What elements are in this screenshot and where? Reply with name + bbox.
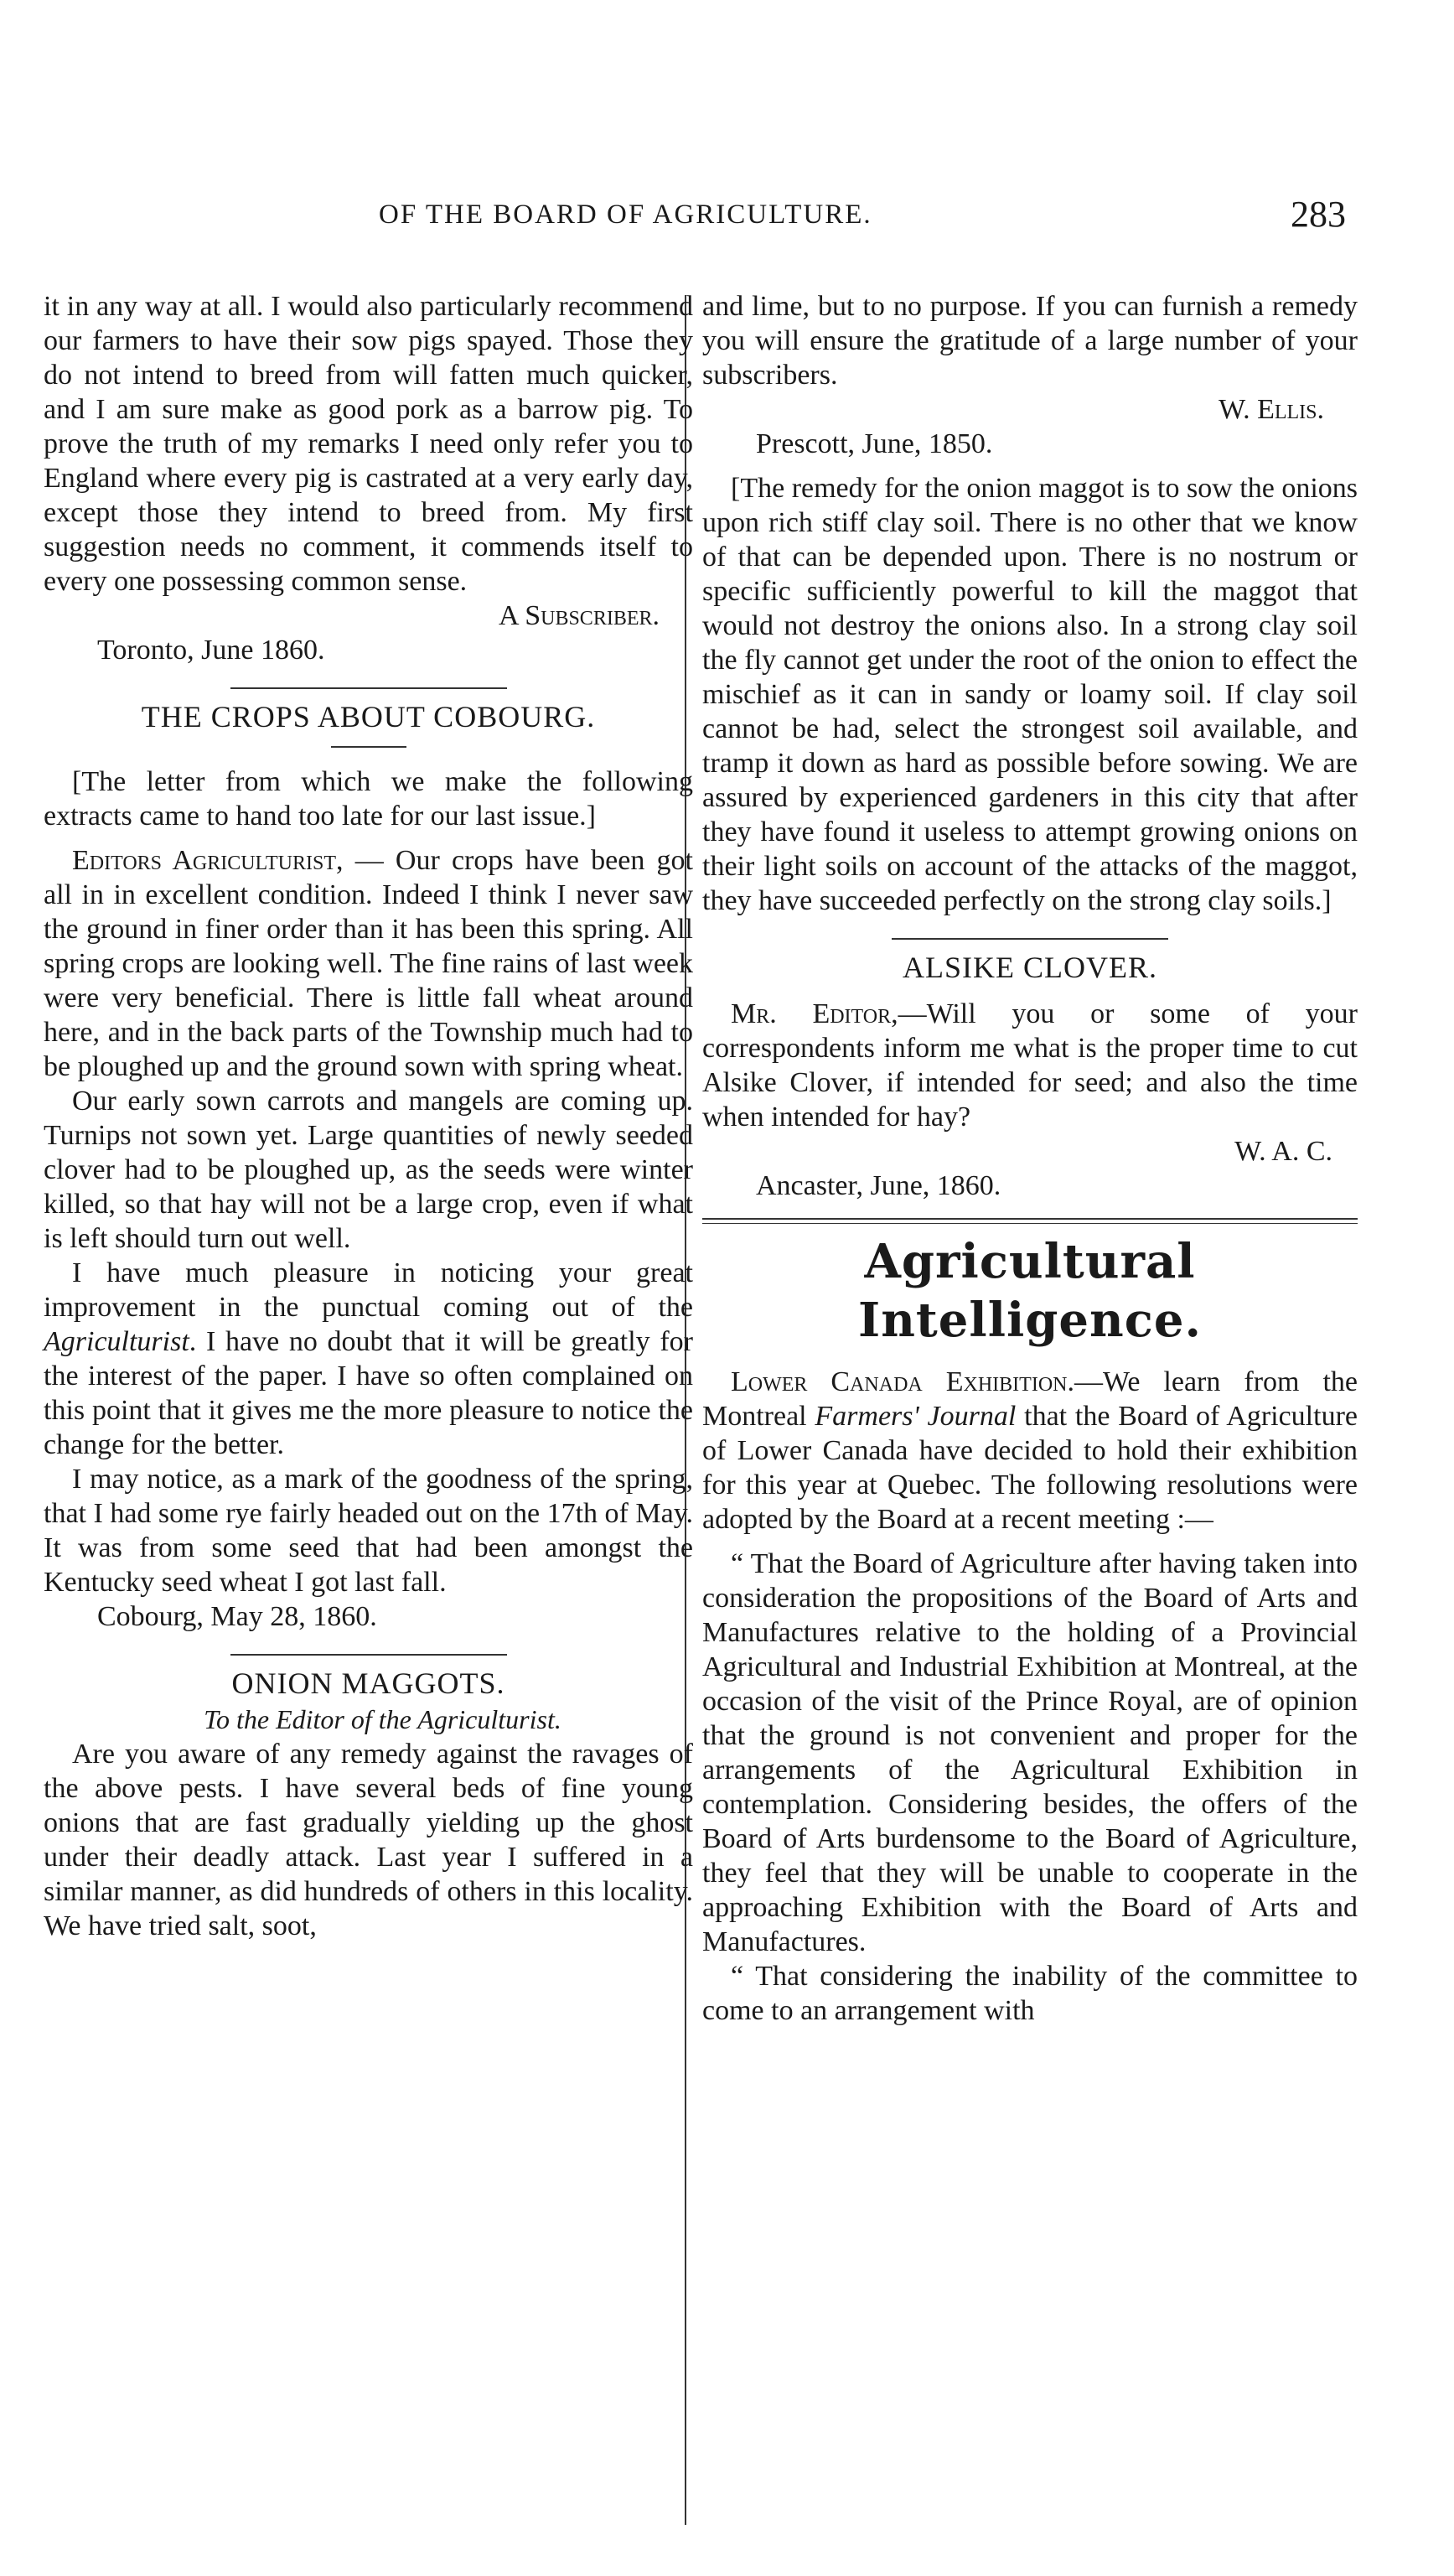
lower-canada-text-b: that the Board of Agriculture of Lower Canada have decided to hold their exhibition for this year at Quebec. The following resolutions were adopted by the Board at a recent meeting :—	[702, 1401, 1358, 1535]
right-column	[702, 289, 1358, 2028]
cobourg-paragraph-3	[44, 1256, 693, 1462]
onion-letter-address: To the Editor of the Agriculturist.	[204, 1704, 561, 1734]
cobourg-paragraph-3-b: . I have no doubt that it will be greatly for the interest of the paper. I have so often complained on this point that it gives me the more pleasure to notice the change for the better.	[44, 1326, 693, 1460]
cobourg-paragraph-4: I may notice, as a mark of the goodness of the spring, that I had some rye fairly headed out on the 17th of May. It was from some seed that had been amongst the Kentucky seed wheat I got last fall.	[44, 1464, 693, 1598]
page-number: 283	[1291, 194, 1346, 235]
cobourg-paragraph-1-text: — Our crops have been got all in in excellent condition. Indeed I think I never saw the ground in finer order than it has been this spring. All spring crops are looking well. The fine rains of last week were very beneficial. There is little fall wheat around here, and in the back parts of the Township much had to be ploughed up and the ground sown with spring wheat.	[44, 845, 693, 1082]
cobourg-paragraph-3-a: I have much pleasure in noticing your great improvement in the punctual coming out of the	[44, 1257, 693, 1323]
signature-subscriber: A Subscriber.	[499, 600, 660, 631]
signature-ellis: W. Ellis.	[1219, 394, 1324, 425]
section-rule	[230, 687, 507, 689]
dateline-ancaster: Ancaster, June, 1860.	[756, 1170, 1001, 1201]
lower-canada-exhibition	[702, 1365, 1358, 1537]
cobourg-paragraph-1	[44, 843, 693, 1084]
resolution-2: “ That considering the inability of the committee to come to an arrangement with	[702, 1961, 1358, 2026]
heading-alsike-clover: ALSIKE CLOVER.	[903, 951, 1157, 984]
agriculturist-title: Agriculturist	[44, 1326, 189, 1357]
alsike-letter	[702, 997, 1358, 1134]
onion-letter-paragraph: Are you aware of any remedy against the ravages of the above pests. I have several beds of fine young onions that are fast gradually yielding up the ghost under their deadly attack. Last year I suffered in a similar manner, as did hundreds of others in this locality. We have tried salt, soot,	[44, 1739, 693, 1941]
resolution-1: “ That the Board of Agriculture after having taken into consideration the propositions of the Board of Arts and Manufactures relative to the holding of a Provincial Agricultural and Industrial Exhibition at Montreal, at the occasion of the visit of the Prince Royal, are of opinion that the ground is not convenient and proper for the arrangements of the Agricultural Exhibition in contemplation. Considering besides, the offers of the Board of Arts burdensome to the Board of Agriculture, they feel that they will be unable to cooperate in the approaching Exhibition with the Board of Arts and Manufactures.	[702, 1548, 1358, 1957]
section-title-agricultural-intelligence: Agricultural Intelligence.	[858, 1234, 1202, 1348]
onion-letter-end: and lime, but to no purpose. If you can furnish a remedy you will ensure the gratitude of a large number of your subscribers.	[702, 291, 1358, 391]
heading-rule	[331, 746, 406, 748]
section-rule	[230, 1654, 507, 1656]
left-column	[44, 289, 693, 1943]
farmers-journal-title: Farmers' Journal	[815, 1401, 1017, 1432]
section-rule	[892, 938, 1168, 940]
cobourg-paragraph-2: Our early sown carrots and mangels are coming up. Turnips not sown yet. Large quantities of newly seeded clover had to be ploughed up, as the seeds were winter killed, so that hay will not be a large crop, even if what is left should turn out well.	[44, 1086, 693, 1254]
double-rule	[702, 1218, 1358, 1224]
dateline-cobourg: Cobourg, May 28, 1860.	[97, 1601, 377, 1632]
heading-crops-cobourg: THE CROPS ABOUT COBOURG.	[141, 700, 596, 733]
lower-canada-text-a: —We learn from the Montreal	[702, 1366, 1358, 1432]
salutation: Mr. Editor,	[731, 998, 898, 1029]
page-header	[0, 194, 1454, 250]
subscriber-letter-end: it in any way at all. I would also particularly recommend our farmers to have their sow pigs spayed. Those they do not intend to breed from will fatten much quicker, and I am sure make as good pork as a barrow pig. To prove the truth of my remarks I need only refer you to England where every pig is castrated at a very early day, except those they intend to breed from. My first suggestion needs no comment, it commends itself to every one possessing common sense.	[44, 291, 693, 597]
heading-onion-maggots: ONION MAGGOTS.	[231, 1666, 505, 1700]
salutation: Editors Agriculturist,	[72, 845, 344, 876]
alsike-letter-text: —Will you or some of your correspondents inform me what is the proper time to cut Alsike Clover, if intended for seed; and also the time when intended for hay?	[702, 998, 1358, 1133]
dateline-toronto: Toronto, June 1860.	[97, 635, 325, 666]
running-head: OF THE BOARD OF AGRICULTURE.	[379, 200, 872, 230]
dateline-prescott: Prescott, June, 1850.	[756, 428, 993, 459]
signature-wac: W. A. C.	[1234, 1136, 1332, 1167]
editor-note-cobourg: [The letter from which we make the following extracts came to hand too late for our last issue.]	[44, 766, 693, 832]
item-lead: Lower Canada Exhibition.	[731, 1366, 1074, 1397]
editor-reply-onion: [The remedy for the onion maggot is to sow the onions upon rich stiff clay soil. There is no other that we know of that can be depended upon. There is no nostrum or specific sufficiently powerful to kill the maggot that would not destroy the onions also. In a strong clay soil the fly cannot get under the root of the onion to effect the mischief as it can in sandy or loamy soil. If clay soil cannot be had, select the strongest soil available, and tramp it down as hard as possible before sowing. We are assured by experienced gardeners in this city that after they have found it useless to attempt growing onions on their light soils on account of the attacks of the maggot, they have succeeded perfectly on the strong clay soils.]	[702, 473, 1358, 916]
